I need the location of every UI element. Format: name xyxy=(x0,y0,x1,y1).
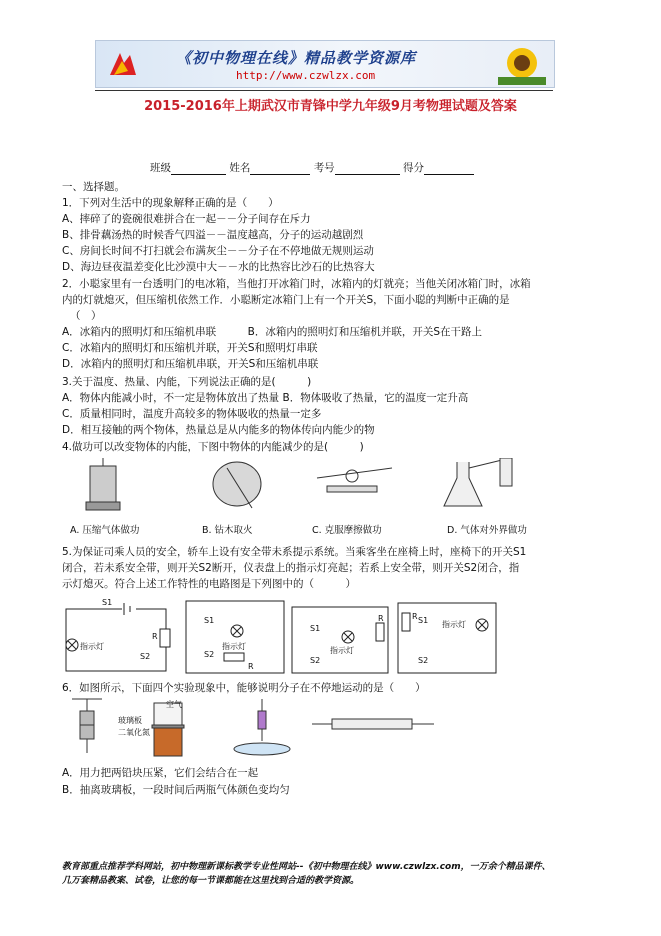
lamp-label-d: 指示灯 xyxy=(442,620,466,629)
footer-line-1: 教育部重点推荐学科网站，初中物理新课标教学专业性网站--《初中物理在线》www.czwlzx.com，一万余个精品课件、 xyxy=(62,862,551,872)
r-label-d: R xyxy=(412,612,418,621)
lead-blocks-figure xyxy=(72,699,102,753)
no2-label: 二氧化氮 xyxy=(118,728,150,737)
water-ink-figure xyxy=(234,699,290,755)
q4-caption-c: C. 克服摩擦做功 xyxy=(312,525,382,536)
q2-option-ab: A．冰箱内的照明灯和压缩机串联 B．冰箱内的照明灯和压缩机并联，开关S在干路上 xyxy=(62,326,483,338)
sunflower-icon xyxy=(498,43,546,85)
q3-option-ab: A．物体内能减小时，不一定是物体放出了热量 B．物体吸收了热量，它的温度一定升高 xyxy=(62,392,469,404)
header-banner xyxy=(95,40,555,88)
exam-no-blank[interactable] xyxy=(335,163,400,175)
s2-label-d: S2 xyxy=(418,656,429,665)
gas-bottles-figure xyxy=(152,703,184,756)
student-info-fields xyxy=(150,160,474,175)
footer-line-2: 几万套精品教案、试卷，让您的每一节课都能在这里找到合适的教学资源。 xyxy=(62,876,360,886)
q4-stem: 4.做功可以改变物体的内能，下图中物体的内能减少的是( ) xyxy=(62,441,364,453)
q1-option-d: D、海边昼夜温差变化比沙漠中大－－水的比热容比沙石的比热容大 xyxy=(62,261,375,273)
q2-stem-1: 2．小聪家里有一台透明门的电冰箱，当他打开冰箱门时，冰箱内的灯就亮；当他关闭冰箱门时，冰箱 xyxy=(62,278,531,290)
q2-stem-2: 内的灯就熄灭，但压缩机依然工作．小聪断定冰箱门上有一个开关S，下面小聪的判断中正确的是 xyxy=(62,294,510,306)
q2-stem-3: （ ） xyxy=(70,310,102,322)
q1-option-a: A、摔碎了的瓷碗很难拼合在一起－－分子间存在斥力 xyxy=(62,213,311,225)
friction-figure xyxy=(317,468,392,492)
score-blank[interactable] xyxy=(424,163,474,175)
r-label-a: R xyxy=(152,632,158,641)
r-label-c: R xyxy=(378,614,384,623)
circuit-b xyxy=(186,601,284,673)
air-label: 空气 xyxy=(166,700,182,709)
class-label: 班级 xyxy=(150,162,171,174)
q4-figure-drawings xyxy=(62,458,542,520)
piston-press-figure xyxy=(86,458,120,510)
q3-option-c: C．质量相同时，温度升高较多的物体吸收的热量一定多 xyxy=(62,408,322,420)
q3-option-d: D．相互接触的两个物体，热量总是从内能多的物体传向内能少的物 xyxy=(62,424,375,436)
section-heading: 一、选择题。 xyxy=(62,181,125,193)
syringe-figure xyxy=(312,719,434,729)
class-blank[interactable] xyxy=(171,163,226,175)
q2-option-c: C．冰箱内的照明灯和压缩机并联，开关S和照明灯串联 xyxy=(62,342,318,354)
q6-option-b: B．抽离玻璃板，一段时间后两瓶气体颜色变均匀 xyxy=(62,784,290,796)
lamp-label-b: 指示灯 xyxy=(222,642,246,651)
score-label: 得分 xyxy=(403,162,425,174)
s2-label-a: S2 xyxy=(140,652,151,661)
s2-label-c: S2 xyxy=(310,656,321,665)
lamp-label-a: 指示灯 xyxy=(80,642,104,651)
name-blank[interactable] xyxy=(250,163,310,175)
q6-stem: 6．如图所示，下面四个实验现象中，能够说明分子在不停地运动的是（ ） xyxy=(62,682,426,694)
s1-label-b: S1 xyxy=(204,616,215,625)
flask-figure xyxy=(444,458,512,506)
exam-no-label: 考号 xyxy=(313,162,335,174)
q1-option-b: B、排骨藕汤热的时候香气四溢－－温度越高，分子的运动越剧烈 xyxy=(62,229,364,241)
name-label: 姓名 xyxy=(229,162,251,174)
s1-label-c: S1 xyxy=(310,624,321,633)
drill-fire-figure xyxy=(213,462,261,508)
r-label-b: R xyxy=(248,662,254,671)
q5-stem-3: 示灯熄灭。符合上述工作特性的电路图是下列图中的（ ） xyxy=(62,578,356,590)
q4-caption-a: A. 压缩气体做功 xyxy=(70,525,140,536)
circuit-c xyxy=(292,607,388,673)
q6-figures xyxy=(62,697,442,761)
q4-caption-b: B. 钻木取火 xyxy=(202,525,253,536)
s2-label-b: S2 xyxy=(204,650,215,659)
glass-plate-label: 玻璃板 xyxy=(118,716,142,725)
s1-label-a: S1 xyxy=(102,598,113,607)
q3-stem: 3.关于温度、热量、内能，下列说法正确的是( ) xyxy=(62,376,312,388)
q1-option-c: C、房间长时间不打扫就会布满灰尘－－分子在不停地做无规则运动 xyxy=(62,245,374,257)
q6-option-a: A．用力把两铅块压紧，它们会结合在一起 xyxy=(62,767,259,779)
document-title: 2015-2016年上期武汉市青锋中学九年级9月考物理试题及答案 xyxy=(144,99,517,114)
banner-title: 《初中物理在线》精品教学资源库 xyxy=(176,49,417,67)
header-rule xyxy=(95,90,553,91)
q2-option-d: D．冰箱内的照明灯和压缩机串联，开关S和压缩机串联 xyxy=(62,358,319,370)
q4-caption-d: D. 气体对外界做功 xyxy=(447,525,527,536)
lamp-label-c: 指示灯 xyxy=(330,646,354,655)
s1-label-d: S1 xyxy=(418,616,429,625)
page-footer xyxy=(62,860,622,888)
site-logo-icon xyxy=(106,47,140,81)
q4-figures xyxy=(62,458,542,538)
q1-stem: 1．下列对生活中的现象解释正确的是（ ） xyxy=(62,197,279,209)
banner-url[interactable]: http://www.czwlzx.com xyxy=(236,69,376,82)
q5-stem-1: 5.为保证司乘人员的安全，轿车上设有安全带未系提示系统。当乘客坐在座椅上时，座椅下的开关S1 xyxy=(62,546,527,558)
q5-stem-2: 闭合，若未系安全带，则开关S2断开，仪表盘上的指示灯亮起；若系上安全带，则开关S2闭合，指 xyxy=(62,562,520,574)
q5-circuit-diagrams xyxy=(62,593,502,677)
